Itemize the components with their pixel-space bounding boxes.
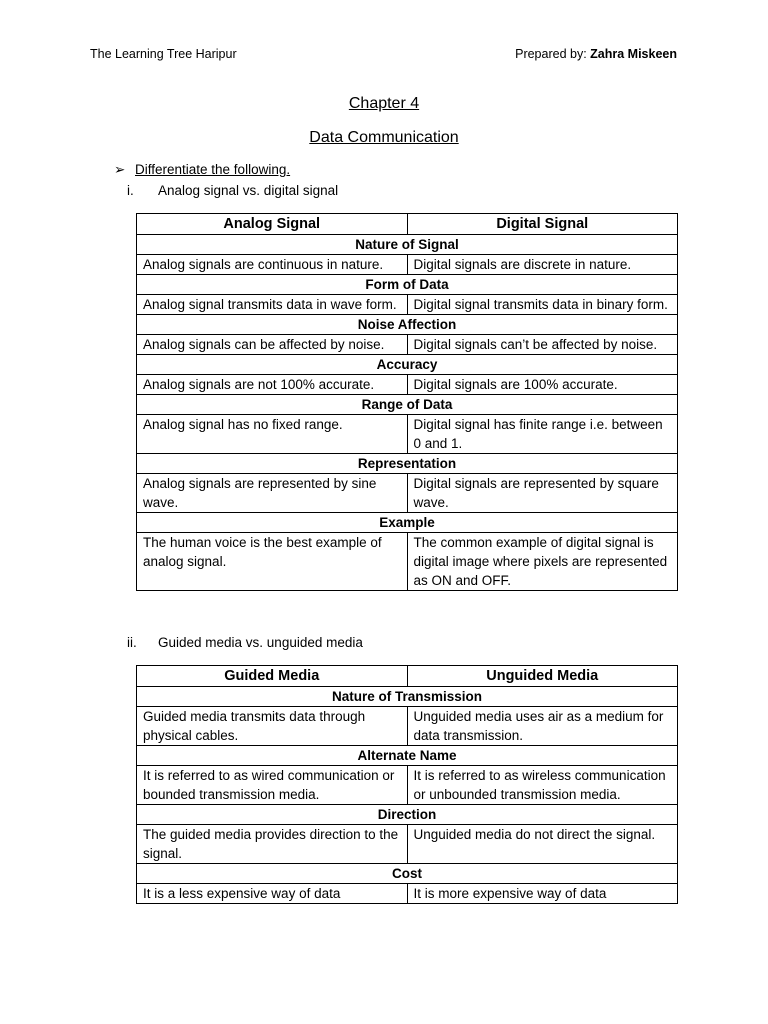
cell-left: Analog signal transmits data in wave form. — [137, 295, 408, 315]
section-heading-row — [137, 235, 678, 255]
cell-right: Digital signals are discrete in nature. — [407, 255, 678, 275]
section-heading-row — [137, 395, 678, 415]
section-heading-row — [137, 315, 678, 335]
cell-left: Analog signals can be affected by noise. — [137, 335, 408, 355]
cell-left: Guided media transmits data through physical cables. — [137, 707, 408, 746]
cell-right: Digital signals can’t be affected by noise. — [407, 335, 678, 355]
section-heading: Representation — [137, 454, 678, 474]
section-heading: Accuracy — [137, 355, 678, 375]
column-header: Analog Signal — [137, 214, 408, 235]
section-heading-row — [137, 746, 678, 766]
column-header: Digital Signal — [407, 214, 678, 235]
section-heading: Nature of Signal — [137, 235, 678, 255]
table-row — [137, 415, 678, 454]
chapter-title: Chapter 4 — [348, 95, 420, 112]
table-header-row — [137, 666, 678, 687]
comparison-title: Guided media vs. unguided media — [158, 635, 363, 650]
table-row — [137, 825, 678, 864]
prepared-by-label: Prepared by: — [515, 47, 591, 61]
cell-left: Analog signal has no fixed range. — [137, 415, 408, 454]
table-row — [137, 255, 678, 275]
section-heading: Noise Affection — [137, 315, 678, 335]
cell-right: Digital signals are represented by square wave. — [407, 474, 678, 513]
cell-left: It is a less expensive way of data — [137, 884, 408, 904]
cell-right: Digital signal has finite range i.e. between 0 and 1. — [407, 415, 678, 454]
cell-right: Unguided media uses air as a medium for data transmission. — [407, 707, 678, 746]
table-body-media — [137, 687, 678, 904]
section-heading: Nature of Transmission — [137, 687, 678, 707]
comparison-table-signals — [136, 213, 678, 591]
table-row — [137, 766, 678, 805]
cell-left: The human voice is the best example of analog signal. — [137, 533, 408, 591]
cell-left: Analog signals are continuous in nature. — [137, 255, 408, 275]
table-row — [137, 533, 678, 591]
comparison-table-media — [136, 665, 678, 904]
cell-right: Digital signals are 100% accurate. — [407, 375, 678, 395]
column-header: Guided Media — [137, 666, 408, 687]
table-row — [137, 474, 678, 513]
section-heading-row — [137, 275, 678, 295]
instruction-text: Differentiate the following. — [135, 162, 291, 177]
comparison-numeral: ii. — [127, 635, 137, 650]
section-heading-row — [137, 864, 678, 884]
column-header: Unguided Media — [407, 666, 678, 687]
arrow-bullet-icon: ➢ — [114, 162, 126, 177]
cell-right: It is referred to as wireless communication or unbounded transmission media. — [407, 766, 678, 805]
cell-right: It is more expensive way of data — [407, 884, 678, 904]
section-heading-row — [137, 513, 678, 533]
cell-left: Analog signals are not 100% accurate. — [137, 375, 408, 395]
cell-left: It is referred to as wired communication or bounded transmission media. — [137, 766, 408, 805]
subject-title: Data Communication — [309, 129, 459, 146]
comparison-title: Analog signal vs. digital signal — [158, 183, 339, 198]
section-heading: Example — [137, 513, 678, 533]
table-row — [137, 335, 678, 355]
cell-right: The common example of digital signal is digital image where pixels are represented as ON and OFF. — [407, 533, 678, 591]
section-heading: Cost — [137, 864, 678, 884]
table-row — [137, 707, 678, 746]
cell-left: Analog signals are represented by sine wave. — [137, 474, 408, 513]
section-heading: Range of Data — [137, 395, 678, 415]
section-heading: Direction — [137, 805, 678, 825]
table-header-row — [137, 214, 678, 235]
author-name: Zahra Miskeen — [590, 47, 677, 61]
table-row — [137, 375, 678, 395]
table-row — [137, 884, 678, 904]
cell-right: Digital signal transmits data in binary form. — [407, 295, 678, 315]
cell-right: Unguided media do not direct the signal. — [407, 825, 678, 864]
section-heading-row — [137, 454, 678, 474]
header-prepared-by — [515, 47, 677, 61]
comparison-numeral: i. — [127, 183, 134, 198]
section-heading-row — [137, 805, 678, 825]
section-heading: Alternate Name — [137, 746, 678, 766]
section-heading: Form of Data — [137, 275, 678, 295]
comparison-heading-2 — [127, 635, 363, 650]
table-row — [137, 295, 678, 315]
instruction-line — [114, 162, 290, 178]
section-heading-row — [137, 355, 678, 375]
cell-left: The guided media provides direction to the signal. — [137, 825, 408, 864]
comparison-heading-1 — [127, 183, 338, 198]
section-heading-row — [137, 687, 678, 707]
header-institution: The Learning Tree Haripur — [90, 47, 237, 61]
table-body-signals — [137, 235, 678, 591]
